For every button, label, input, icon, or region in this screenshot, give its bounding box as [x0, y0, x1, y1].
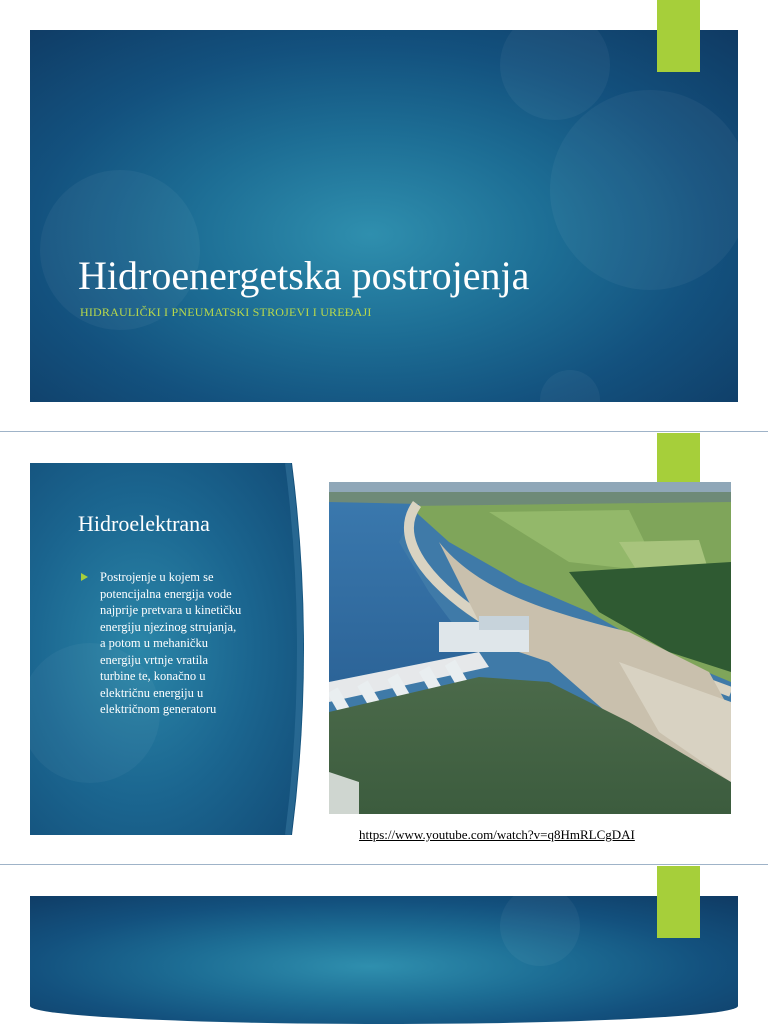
bullet-line: energiju vrtnje vratila [100, 652, 209, 667]
slide-2-bullet-text [100, 569, 290, 718]
decor-circle [550, 90, 738, 290]
slide-divider [0, 864, 768, 865]
bullet-line: turbine te, konačno u [100, 669, 206, 683]
slide-3-background [30, 896, 738, 1024]
decor-circle [500, 896, 580, 966]
slide-2-heading: Hidroelektrana [78, 511, 210, 536]
bullet-line: energiju njezinog strujanja, [100, 619, 237, 634]
slide-1-green-tab [657, 0, 700, 72]
slide-1-subtitle: HIDRAULIČKI I PNEUMATSKI STROJEVI I UREĐAJI [80, 305, 372, 319]
bullet-arrow-icon [81, 573, 88, 581]
hydroelectric-dam-photo [329, 482, 731, 814]
bullet-line: Postrojenje u kojem se [100, 570, 214, 584]
slide-divider [0, 431, 768, 432]
bullet-line: potencijalna energija vode [100, 586, 232, 601]
slide-1-background [30, 30, 738, 402]
bullet-line: električnu energiju u [100, 685, 204, 700]
bullet-line: električnom generatoru [100, 702, 217, 716]
youtube-link[interactable]: https://www.youtube.com/watch?v=q8HmRLCgDAI [359, 827, 635, 842]
bullet-line: najprije pretvara u kinetičku [100, 603, 242, 617]
bullet-line: a potom u mehaničku [100, 636, 208, 650]
decor-circle [540, 370, 600, 402]
slide-1-title: Hidroenergetska postrojenja [78, 253, 530, 298]
slide-3-green-tab [657, 866, 700, 938]
